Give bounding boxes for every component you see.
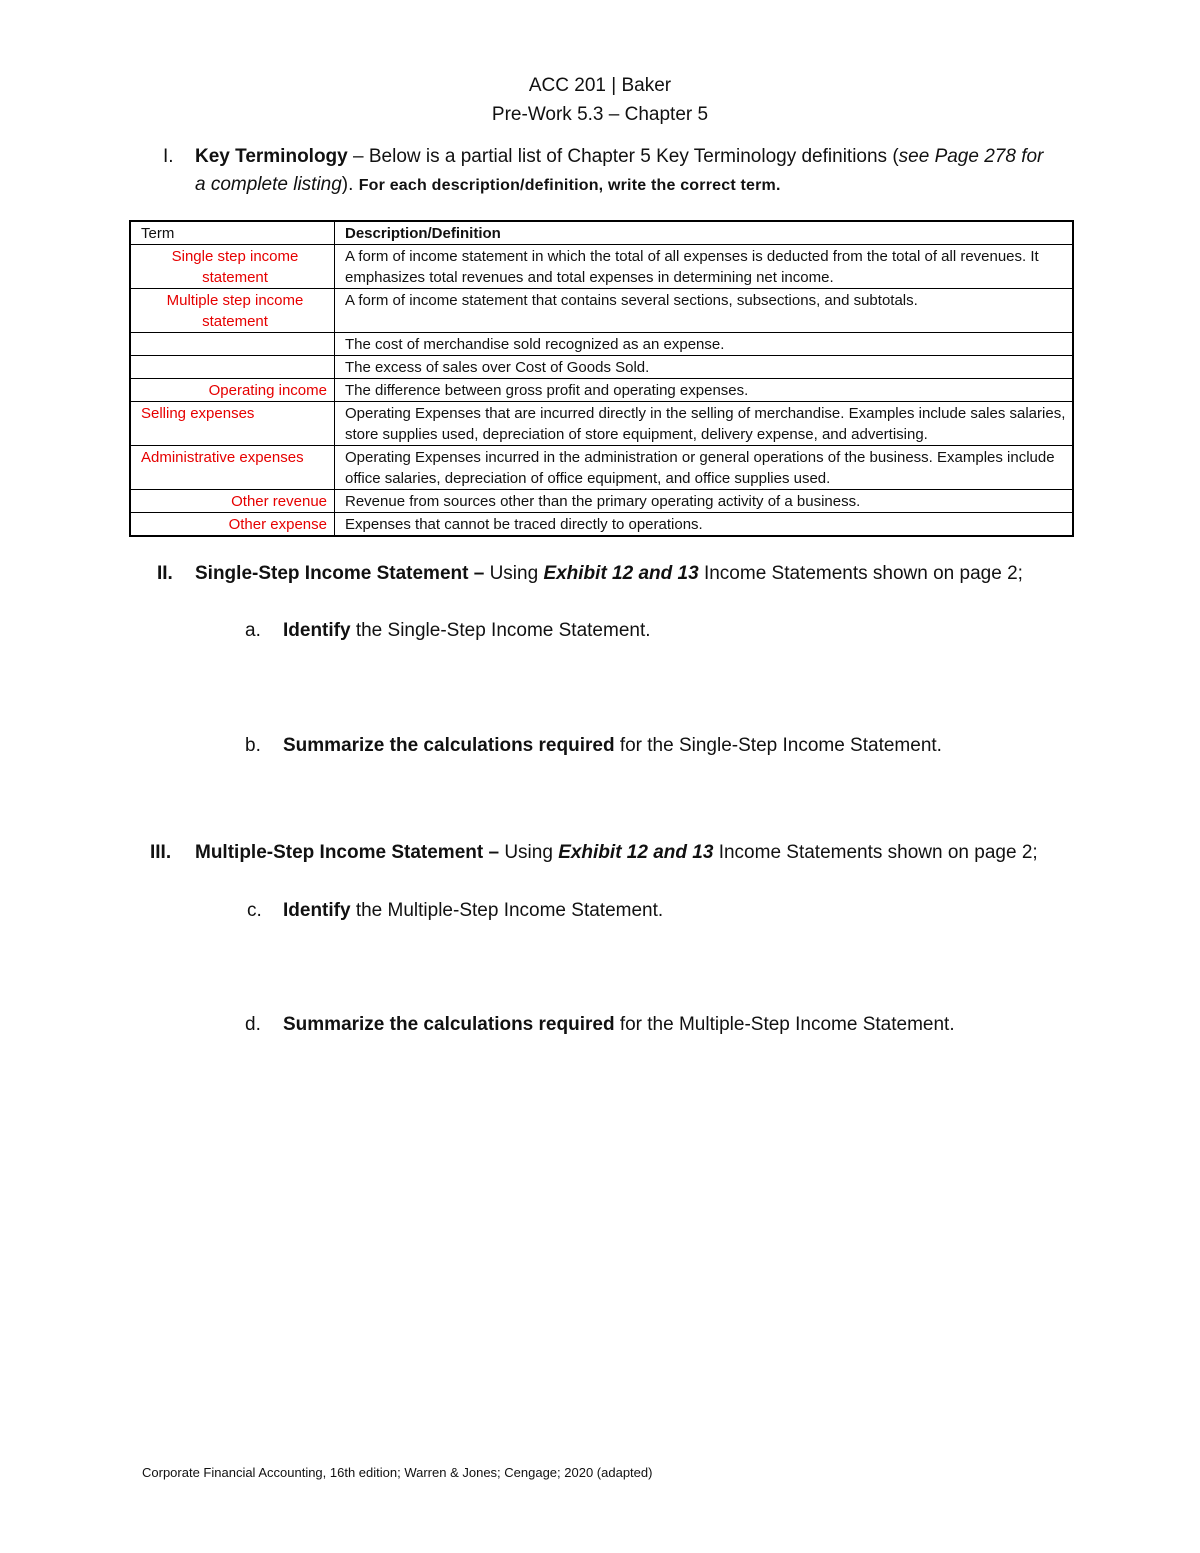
table-row xyxy=(130,333,1073,356)
table-row xyxy=(130,490,1073,513)
item-d-text xyxy=(283,1011,955,1039)
section-2-exhibit: Exhibit 12 and 13 xyxy=(543,563,699,584)
item-d-letter: d. xyxy=(245,1014,261,1035)
table-header-row xyxy=(130,221,1073,245)
item-c-text xyxy=(283,897,663,925)
definition-cell: Operating Expenses that are incurred directly in the selling of merchandise. Examples include sales salaries, store supplies used, depreciation of store equipment, delivery expense, and advertising. xyxy=(335,402,1074,446)
term-cell[interactable]: Other expense xyxy=(130,513,335,537)
section-2-numeral: II. xyxy=(157,563,173,584)
section-1-numeral: I. xyxy=(163,146,174,167)
term-cell-blank[interactable] xyxy=(130,333,335,356)
term-column-header: Term xyxy=(130,221,335,245)
item-b-rest: for the Single-Step Income Statement. xyxy=(614,735,942,756)
term-cell[interactable]: Operating income xyxy=(130,379,335,402)
section-2-intro-end: Income Statements shown on page 2; xyxy=(698,563,1023,584)
term-cell-blank[interactable] xyxy=(130,356,335,379)
item-c-verb: Identify xyxy=(283,900,351,921)
item-d-rest: for the Multiple-Step Income Statement. xyxy=(614,1014,955,1035)
footer-citation: Corporate Financial Accounting, 16th edition; Warren & Jones; Cengage; 2020 (adapted) xyxy=(142,1465,653,1480)
table-row xyxy=(130,402,1073,446)
term-cell[interactable]: Single step income statement xyxy=(130,245,335,289)
terminology-table xyxy=(129,220,1074,537)
section-3-title: Multiple-Step Income Statement – xyxy=(195,842,500,863)
section-1-title: Key Terminology xyxy=(195,146,348,167)
item-a-rest: the Single-Step Income Statement. xyxy=(350,620,651,641)
table-row xyxy=(130,245,1073,289)
term-cell[interactable]: Selling expenses xyxy=(130,402,335,446)
item-c-letter: c. xyxy=(247,900,262,921)
table-row xyxy=(130,513,1073,537)
definition-cell: A form of income statement in which the total of all expenses is deducted from the total of all revenues. It emphasizes total revenues and total expenses in determining net income. xyxy=(335,245,1074,289)
item-b-verb: Summarize the calculations required xyxy=(283,735,615,756)
section-3-using: Using xyxy=(499,842,559,863)
item-b-text xyxy=(283,732,942,760)
term-cell[interactable]: Other revenue xyxy=(130,490,335,513)
section-3-exhibit: Exhibit 12 and 13 xyxy=(558,842,714,863)
definition-cell: A form of income statement that contains several sections, subsections, and subtotals. xyxy=(335,289,1074,333)
section-3-text xyxy=(195,839,1075,867)
assignment-title: Pre-Work 5.3 – Chapter 5 xyxy=(491,104,709,125)
table-row xyxy=(130,289,1073,333)
section-3-intro-end: Income Statements shown on page 2; xyxy=(713,842,1038,863)
section-1-intro-end: ). xyxy=(341,174,359,195)
section-1-text xyxy=(195,143,1055,200)
section-1-intro: – Below is a partial list of Chapter 5 Key Terminology definitions ( xyxy=(347,146,899,167)
definition-column-header: Description/Definition xyxy=(335,221,1074,245)
definition-cell: Revenue from sources other than the primary operating activity of a business. xyxy=(335,490,1074,513)
definition-cell: Expenses that cannot be traced directly to operations. xyxy=(335,513,1074,537)
item-d-verb: Summarize the calculations required xyxy=(283,1014,615,1035)
section-2-using: Using xyxy=(484,563,544,584)
section-1-instruction: For each description/definition, write the correct term. xyxy=(358,177,781,194)
term-cell[interactable]: Multiple step income statement xyxy=(130,289,335,333)
table-row xyxy=(130,356,1073,379)
item-a-letter: a. xyxy=(245,620,261,641)
table-row xyxy=(130,446,1073,490)
course-title: ACC 201 | Baker xyxy=(528,75,672,96)
item-a-verb: Identify xyxy=(283,620,351,641)
term-cell[interactable]: Administrative expenses xyxy=(130,446,335,490)
table-row xyxy=(130,379,1073,402)
definition-cell: The difference between gross profit and operating expenses. xyxy=(335,379,1074,402)
definition-cell: The cost of merchandise sold recognized as an expense. xyxy=(335,333,1074,356)
item-c-rest: the Multiple-Step Income Statement. xyxy=(350,900,664,921)
definition-cell: Operating Expenses incurred in the administration or general operations of the business. Examples include office salaries, depreciation of office equipment, and office supplies used. xyxy=(335,446,1074,490)
section-1-page-reference: see Page 278 for a complete listing xyxy=(195,146,1044,195)
section-3-numeral: III. xyxy=(150,842,172,863)
item-a-text xyxy=(283,617,651,645)
item-b-letter: b. xyxy=(245,735,261,756)
section-2-text xyxy=(195,560,1055,588)
definition-cell: The excess of sales over Cost of Goods Sold. xyxy=(335,356,1074,379)
section-2-title: Single-Step Income Statement – xyxy=(195,563,485,584)
